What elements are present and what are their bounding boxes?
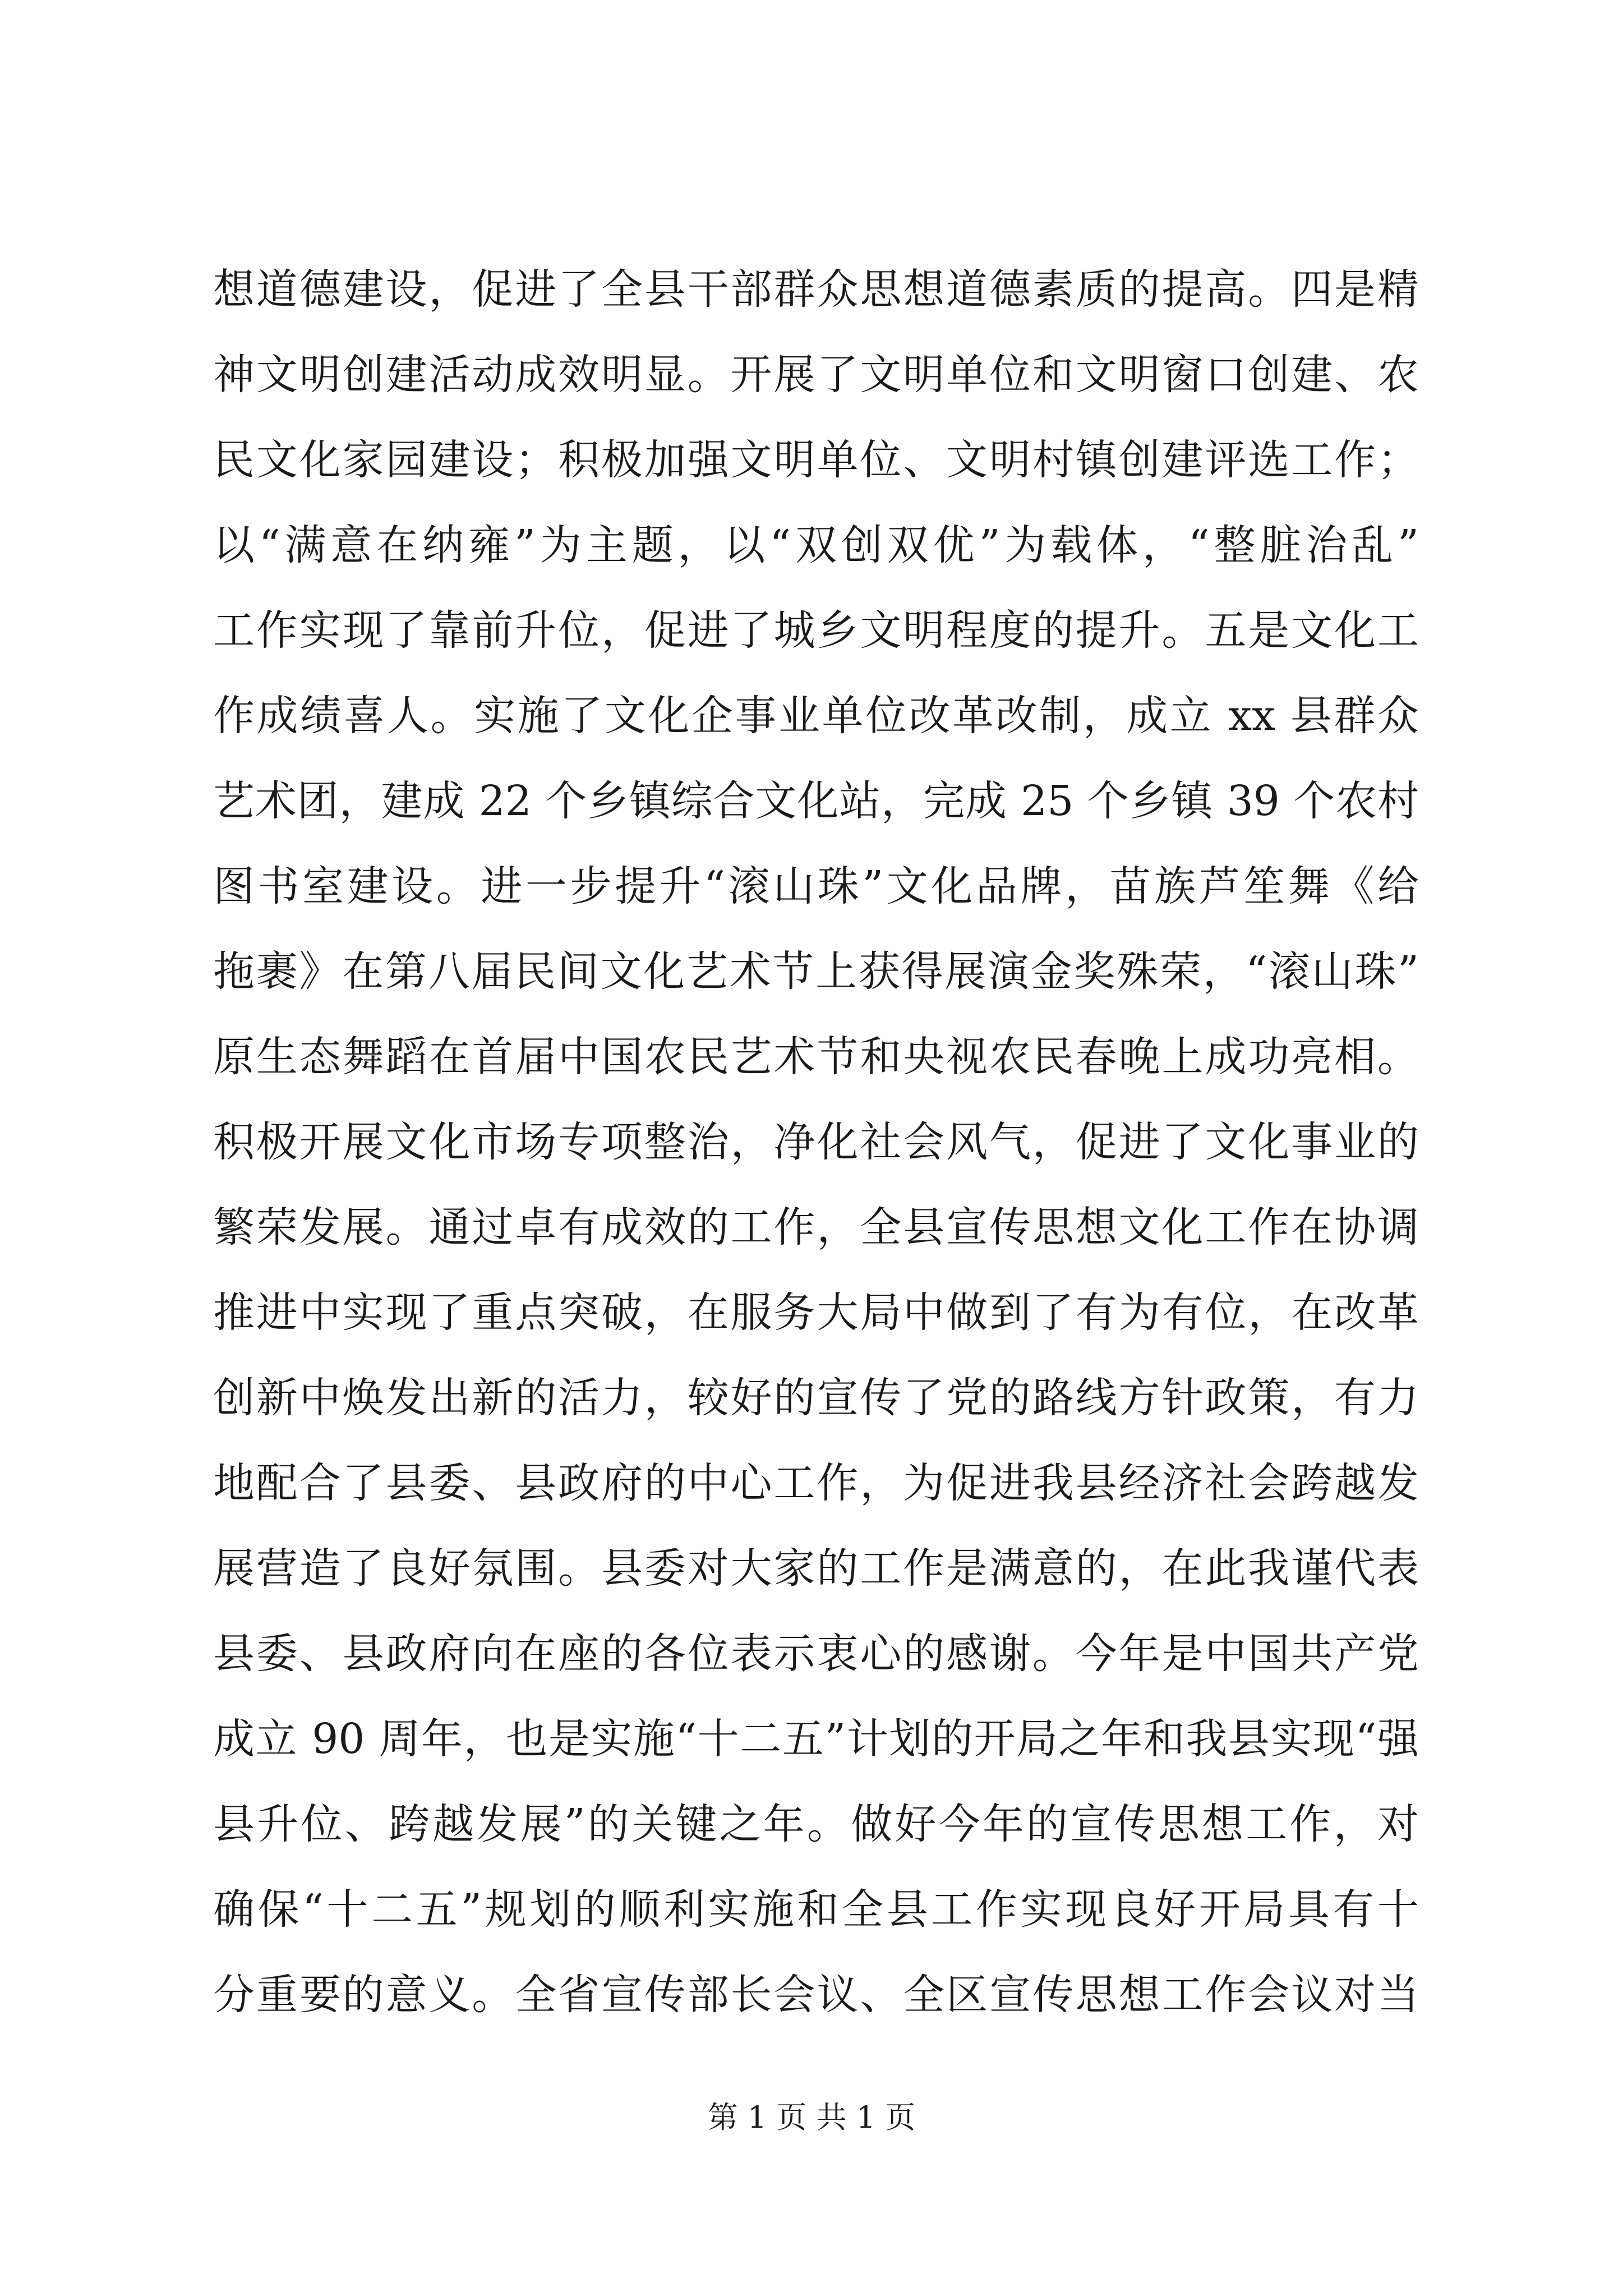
text-line: 展营造了良好氛围。县委对大家的工作是满意的，在此我谨代表 — [213, 1544, 1419, 1593]
text-line: 成立 90 周年，也是实施“十二五”计划的开局之年和我县实现“强 — [213, 1715, 1419, 1763]
text-line: 推进中实现了重点突破，在服务大局中做到了有为有位，在改革 — [213, 1289, 1419, 1337]
text-line: 图书室建设。进一步提升“滚山珠”文化品牌，苗族芦笙舞《给 — [213, 862, 1419, 910]
text-line: 民文化家园建设；积极加强文明单位、文明村镇创建评选工作； — [213, 436, 1419, 484]
text-line: 县委、县政府向在座的各位表示衷心的感谢。今年是中国共产党 — [213, 1630, 1419, 1678]
text-line: 艺术团，建成 22 个乡镇综合文化站，完成 25 个乡镇 39 个农村 — [213, 777, 1419, 825]
text-line: 分重要的意义。全省宣传部长会议、全区宣传思想工作会议对当 — [213, 1971, 1419, 2019]
body-paragraph — [213, 247, 1419, 2037]
page-footer: 第 1 页 共 1 页 — [707, 2100, 916, 2135]
text-line: 作成绩喜人。实施了文化企事业单位改革改制，成立 xx 县群众 — [213, 692, 1419, 740]
text-line: 创新中焕发出新的活力，较好的宣传了党的路线方针政策，有力 — [213, 1374, 1419, 1422]
text-line: 地配合了县委、县政府的中心工作，为促进我县经济社会跨越发 — [213, 1459, 1419, 1507]
text-line: 原生态舞蹈在首届中国农民艺术节和央视农民春晚上成功亮相。 — [213, 1033, 1419, 1081]
text-line: 以“满意在纳雍”为主题，以“双创双优”为载体，“整脏治乱” — [213, 521, 1419, 569]
text-line: 神文明创建活动成效明显。开展了文明单位和文明窗口创建、农 — [213, 351, 1419, 399]
text-line: 县升位、跨越发展”的关键之年。做好今年的宣传思想工作，对 — [213, 1800, 1419, 1848]
text-line: 工作实现了靠前升位，促进了城乡文明程度的提升。五是文化工 — [213, 606, 1419, 655]
text-line: 积极开展文化市场专项整治，净化社会风气，促进了文化事业的 — [213, 1118, 1419, 1166]
text-line: 拖裹》在第八届民间文化艺术节上获得展演金奖殊荣，“滚山珠” — [213, 947, 1419, 996]
text-line: 繁荣发展。通过卓有成效的工作，全县宣传思想文化工作在协调 — [213, 1203, 1419, 1251]
text-line: 确保“十二五”规划的顺利实施和全县工作实现良好开局具有十 — [213, 1885, 1419, 1934]
text-line: 想道德建设，促进了全县干部群众思想道德素质的提高。四是精 — [213, 265, 1419, 314]
